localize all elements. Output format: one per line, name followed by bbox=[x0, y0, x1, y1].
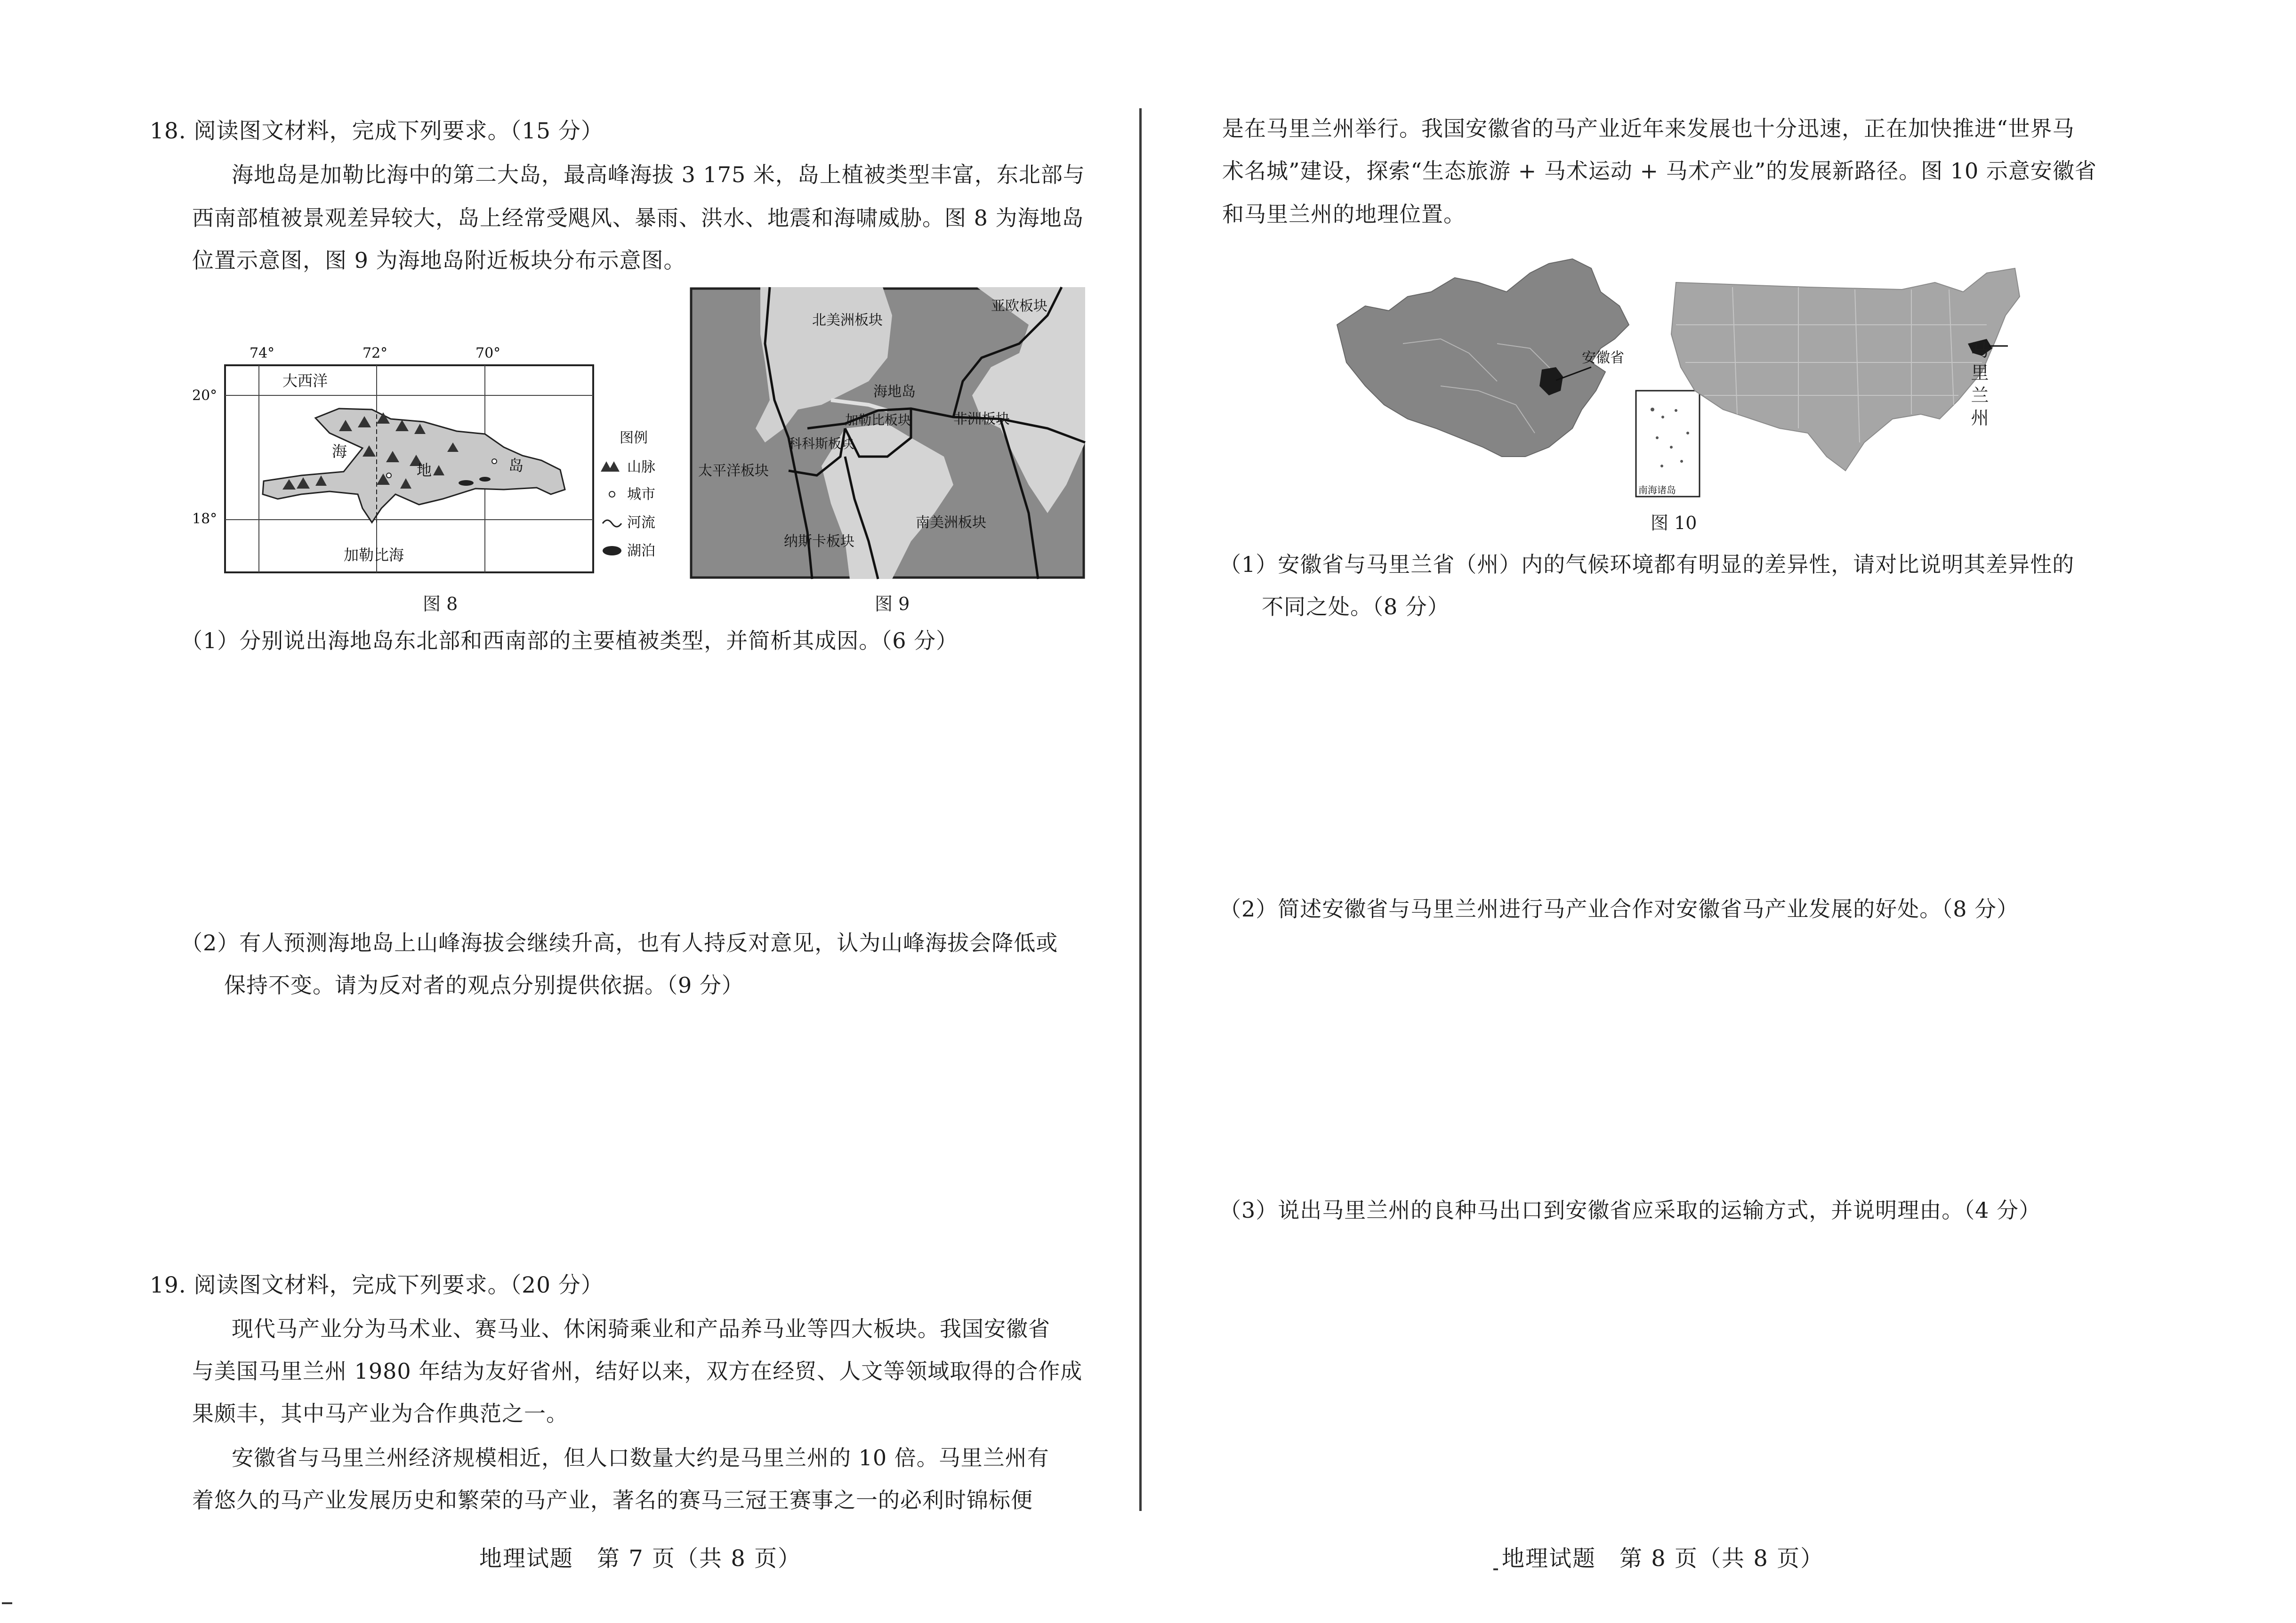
q19-cont-line-2: 术名城”建设，探索“生态旅游 + 马术运动 + 马术产业”的发展新路径。图 10 示意安徽省 bbox=[1222, 158, 2097, 184]
fig8-island-char-1: 海 bbox=[332, 442, 347, 460]
fig8-lon-72: 72° bbox=[363, 345, 388, 362]
q19-cont-line-1: 是在马里兰州举行。我国安徽省的马产业近年来发展也十分迅速，正在加快推进“世界马 bbox=[1222, 116, 2075, 141]
maryland-char-4: 州 bbox=[1971, 408, 1990, 428]
fig8-lat-20: 20° bbox=[192, 387, 218, 404]
q18-para-line-2: 西南部植被景观差异较大，岛上经常受飓风、暴雨、洪水、地震和海啸威胁。图 8 为海地岛 bbox=[192, 205, 1084, 231]
q19-para-line-1: 现代马产业分为马术业、赛马业、休闲骑乘业和产品养马业等四大板块。我国安徽省 bbox=[232, 1316, 1050, 1342]
figure-10-caption: 图 10 bbox=[1651, 513, 1697, 533]
plate-eurasia: 亚欧板块 bbox=[991, 298, 1047, 314]
page-7-footer: 地理试题 第 7 页（共 8 页） bbox=[479, 1545, 802, 1572]
inset-label: 南海诸岛 bbox=[1638, 484, 1676, 496]
q18-sub-2-line-1: （2）有人预测海地岛上山峰海拔会继续升高，也有人持反对意见，认为山峰海拔会降低或 bbox=[181, 930, 1058, 956]
q19-para-line-4: 安徽省与马里兰州经济规模相近，但人口数量大约是马里兰州的 10 倍。马里兰州有 bbox=[232, 1445, 1049, 1470]
legend-title: 图例 bbox=[620, 430, 648, 446]
q18-sub-2-line-2: 保持不变。请为反对者的观点分别提供依据。（9 分） bbox=[224, 972, 744, 998]
fig8-lat-18: 18° bbox=[192, 511, 218, 527]
q19-sub-1-line-1: （1）安徽省与马里兰省（州）内的气候环境都有明显的差异性，请对比说明其差异性的 bbox=[1219, 552, 2075, 577]
legend-city: 城市 bbox=[627, 486, 655, 503]
plate-south-america: 南美洲板块 bbox=[916, 514, 986, 531]
maryland-char-3: 兰 bbox=[1971, 385, 1990, 406]
maryland-label bbox=[1971, 339, 1990, 429]
maryland-char-2: 里 bbox=[1971, 362, 1990, 383]
figure-8-caption: 图 8 bbox=[423, 594, 458, 614]
fig8-island-char-3: 岛 bbox=[508, 457, 524, 474]
figure-9-plate-map bbox=[690, 287, 1085, 579]
plate-pacific: 太平洋板块 bbox=[698, 463, 769, 479]
page-7 bbox=[0, 0, 1139, 1623]
plate-nazca: 纳斯卡板块 bbox=[784, 533, 854, 550]
fig8-island-char-2: 地 bbox=[417, 461, 432, 479]
river-icon bbox=[603, 520, 621, 527]
page-8 bbox=[1139, 0, 2296, 1623]
city-icon bbox=[609, 491, 615, 497]
fig8-lon-70: 70° bbox=[475, 345, 501, 362]
q18-para-line-3: 位置示意图，图 9 为海地岛附近板块分布示意图。 bbox=[192, 248, 686, 273]
haiti-label: 海地岛 bbox=[873, 384, 916, 400]
fig8-lon-74: 74° bbox=[250, 345, 275, 362]
fig8-caribbean-label: 加勒比海 bbox=[344, 546, 404, 564]
q18-title: 18. 阅读图文材料，完成下列要求。（15 分） bbox=[150, 118, 604, 144]
legend-lake: 湖泊 bbox=[627, 543, 655, 559]
q19-title: 19. 阅读图文材料，完成下列要求。（20 分） bbox=[150, 1272, 604, 1298]
legend-mountain: 山脉 bbox=[627, 459, 655, 475]
q19-cont-line-3: 和马里兰州的地理位置。 bbox=[1222, 201, 1466, 227]
mountain-icon bbox=[601, 461, 620, 472]
scan-mark bbox=[1493, 1568, 1498, 1570]
plate-north-america: 北美洲板块 bbox=[812, 312, 883, 329]
figure-8-haiti-map bbox=[192, 339, 598, 574]
scan-mark bbox=[2, 1602, 12, 1604]
page-8-footer: 地理试题 第 8 页（共 8 页） bbox=[1502, 1545, 1824, 1572]
figure-9-caption: 图 9 bbox=[875, 594, 910, 614]
q19-sub-2: （2）简述安徽省与马里兰州进行马产业合作对安徽省马产业发展的好处。（8 分） bbox=[1219, 896, 2019, 922]
q19-para-line-5: 着悠久的马产业发展历史和繁荣的马产业，著名的赛马三冠王赛事之一的必利时锦标便 bbox=[192, 1487, 1033, 1513]
plate-africa: 非洲板块 bbox=[953, 411, 1010, 427]
plate-caribbean: 加勒比板块 bbox=[845, 412, 911, 428]
legend-river: 河流 bbox=[627, 514, 655, 531]
q18-sub-1: （1）分别说出海地岛东北部和西南部的主要植被类型，并简析其成因。（6 分） bbox=[181, 628, 959, 653]
lake-icon bbox=[603, 546, 621, 555]
fig8-atlantic-label: 大西洋 bbox=[282, 372, 328, 390]
figure-8-legend bbox=[598, 424, 673, 584]
maryland-char-1: 马 bbox=[1971, 340, 1990, 361]
q19-sub-1-line-2: 不同之处。（8 分） bbox=[1262, 594, 1450, 619]
q19-para-line-2: 与美国马里兰州 1980 年结为友好省州，结好以来，双方在经贸、人文等领域取得的合作成 bbox=[192, 1358, 1083, 1384]
anhui-label: 安徽省 bbox=[1582, 350, 1624, 366]
plate-cocos: 科科斯板块 bbox=[789, 436, 855, 451]
q19-para-line-3: 果颇丰，其中马产业为合作典范之一。 bbox=[192, 1401, 568, 1426]
q19-sub-3: （3）说出马里兰州的良种马出口到安徽省应采取的运输方式，并说明理由。（4 分） bbox=[1219, 1197, 2041, 1223]
q18-para-line-1: 海地岛是加勒比海中的第二大岛，最高峰海拔 3 175 米，岛上植被类型丰富，东北部与 bbox=[232, 162, 1085, 187]
